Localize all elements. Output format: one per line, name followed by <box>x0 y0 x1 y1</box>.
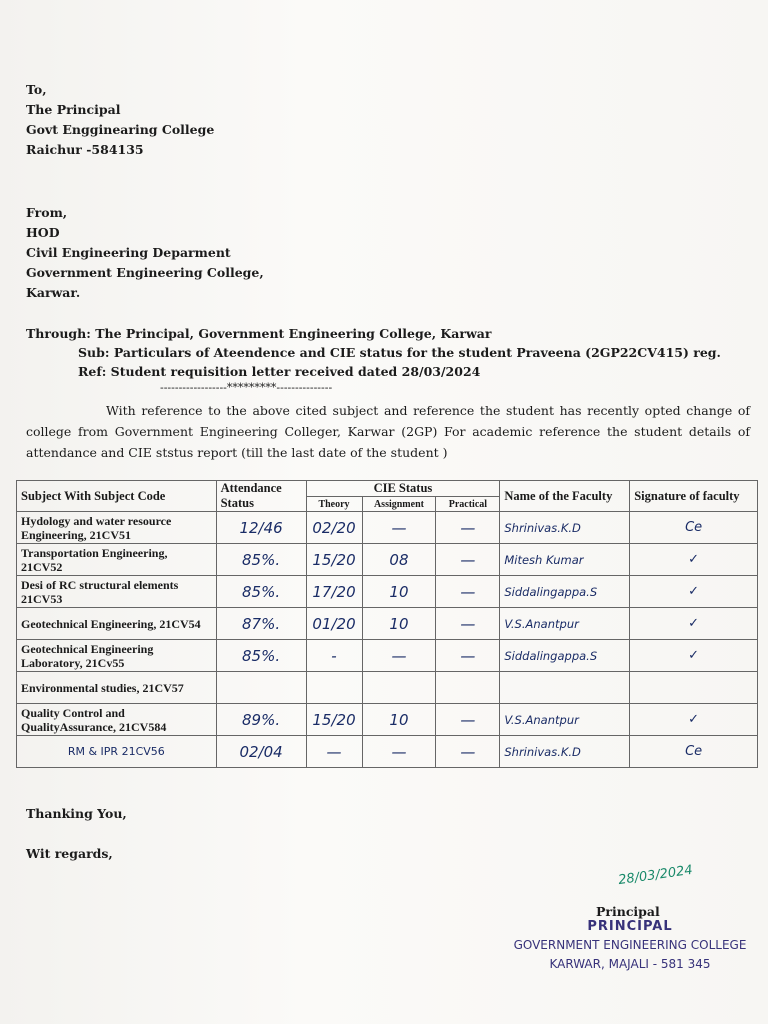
attendance-cell: 87%. <box>216 608 306 640</box>
subject-cell: Desi of RC structural elements 21CV53 <box>17 576 217 608</box>
from-line: HOD <box>26 225 60 240</box>
faculty-cell: Mitesh Kumar <box>500 544 630 576</box>
theory-cell: 15/20 <box>306 704 362 736</box>
table-row <box>17 544 758 576</box>
from-line: Civil Engineering Deparment <box>26 245 231 260</box>
table-row <box>17 736 758 768</box>
attendance-cell: 85%. <box>216 544 306 576</box>
table-row <box>17 576 758 608</box>
reference-line: Ref: Student requisition letter received dated 28/03/2024 <box>78 364 481 379</box>
attendance-cell: 12/46 <box>216 512 306 544</box>
table-row <box>17 512 758 544</box>
practical-cell: — <box>436 544 500 576</box>
faculty-cell: Siddalingappa.S <box>500 576 630 608</box>
header-signature: Signature of faculty <box>630 481 758 512</box>
header-subject: Subject With Subject Code <box>17 481 217 512</box>
from-line: Karwar. <box>26 285 81 300</box>
from-line: Government Engineering College, <box>26 265 264 280</box>
table-row <box>17 704 758 736</box>
header-attendance: Attendance Status <box>216 481 306 512</box>
practical-cell: — <box>436 640 500 672</box>
signature-cell: ✓ <box>630 704 758 736</box>
assignment-cell: — <box>362 736 436 768</box>
subject-cell: Geotechnical Engineering, 21CV54 <box>17 608 217 640</box>
theory-cell: 02/20 <box>306 512 362 544</box>
theory-cell <box>306 672 362 704</box>
header-practical: Practical <box>436 497 500 512</box>
faculty-cell: V.S.Anantpur <box>500 608 630 640</box>
stamp-college: GOVERNMENT ENGINEERING COLLEGE <box>513 938 747 952</box>
to-line: The Principal <box>26 102 121 117</box>
subject-cell: Quality Control and QualityAssurance, 21CV584 <box>17 704 217 736</box>
to-line: To, <box>26 82 47 97</box>
assignment-cell: 10 <box>362 608 436 640</box>
theory-cell: 17/20 <box>306 576 362 608</box>
closing-thanks: Thanking You, <box>26 806 127 821</box>
attendance-cell: 85%. <box>216 640 306 672</box>
stamp-address: KARWAR, MAJALI - 581 345 <box>549 957 711 971</box>
practical-cell: — <box>436 512 500 544</box>
signature-cell <box>630 672 758 704</box>
assignment-cell: 10 <box>362 704 436 736</box>
subject-cell: Environmental studies, 21CV57 <box>17 672 217 704</box>
theory-cell: - <box>306 640 362 672</box>
stamp-title: PRINCIPAL <box>587 919 673 934</box>
to-address-block <box>26 80 214 160</box>
attendance-cell: 02/04 <box>216 736 306 768</box>
signature-cell: Ce <box>630 512 758 544</box>
closing-regards: Wit regards, <box>26 846 113 861</box>
subject-cell: Transportation Engineering, 21CV52 <box>17 544 217 576</box>
assignment-cell: 10 <box>362 576 436 608</box>
header-theory: Theory <box>306 497 362 512</box>
theory-cell: 01/20 <box>306 608 362 640</box>
assignment-cell: — <box>362 512 436 544</box>
header-assignment: Assignment <box>362 497 436 512</box>
faculty-cell: Shrinivas.K.D <box>500 736 630 768</box>
signature-cell: ✓ <box>630 640 758 672</box>
subject-line: Sub: Particulars of Ateendence and CIE status for the student Praveena (2GP22CV415) reg. <box>78 345 721 360</box>
separator-line: ------------------*********--------------- <box>160 381 333 394</box>
faculty-cell: Siddalingappa.S <box>500 640 630 672</box>
assignment-cell: — <box>362 640 436 672</box>
practical-cell: — <box>436 576 500 608</box>
attendance-cell: 85%. <box>216 576 306 608</box>
attendance-cell: 89%. <box>216 704 306 736</box>
header-faculty: Name of the Faculty <box>500 481 630 512</box>
practical-cell: — <box>436 608 500 640</box>
attendance-cell <box>216 672 306 704</box>
theory-cell: — <box>306 736 362 768</box>
principal-signature: 28/03/2024 <box>617 862 694 889</box>
subject-cell: Geotechnical Engineering Laboratory, 21Cv55 <box>17 640 217 672</box>
from-address-block <box>26 203 264 303</box>
practical-cell: — <box>436 736 500 768</box>
signature-cell: ✓ <box>630 576 758 608</box>
attendance-cie-table <box>16 480 758 768</box>
table-row <box>17 640 758 672</box>
from-line: From, <box>26 205 68 220</box>
table-row <box>17 608 758 640</box>
faculty-cell <box>500 672 630 704</box>
to-line: Govt Engginearing College <box>26 122 215 137</box>
signature-cell: Ce <box>630 736 758 768</box>
faculty-cell: Shrinivas.K.D <box>500 512 630 544</box>
subject-cell: Hydology and water resource Engineering, 21CV51 <box>17 512 217 544</box>
theory-cell: 15/20 <box>306 544 362 576</box>
signature-cell: ✓ <box>630 544 758 576</box>
to-line: Raichur -584135 <box>26 142 144 157</box>
table-row <box>17 672 758 704</box>
subject-cell: RM & IPR 21CV56 <box>17 736 217 768</box>
practical-cell: — <box>436 704 500 736</box>
assignment-cell: 08 <box>362 544 436 576</box>
signature-cell: ✓ <box>630 608 758 640</box>
header-cie-status: CIE Status <box>306 481 500 497</box>
practical-cell <box>436 672 500 704</box>
body-paragraph: With reference to the above cited subject and reference the student has recently opted change of college from Government Engineering Colleger, Karwar (2GP) For academic reference the student details of attendance and CIE ststus report (till the last date of the student ) <box>26 403 750 460</box>
faculty-cell: V.S.Anantpur <box>500 704 630 736</box>
assignment-cell <box>362 672 436 704</box>
through-line: Through: The Principal, Government Engineering College, Karwar <box>26 326 492 341</box>
principal-label: Principal <box>596 904 660 919</box>
